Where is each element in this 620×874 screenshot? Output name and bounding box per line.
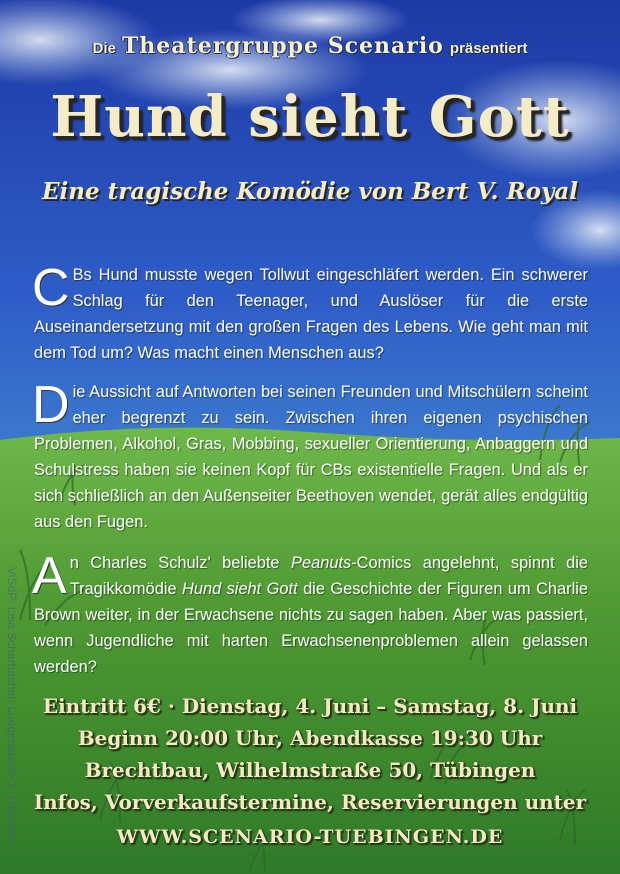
- paragraph-text: n Charles Schulz' beliebte: [69, 554, 292, 572]
- paragraph-italic: Peanuts: [291, 554, 352, 572]
- drop-cap: D: [32, 376, 70, 434]
- play-subtitle: Eine tragische Komödie von Bert V. Royal: [42, 178, 578, 205]
- info-dates: Eintritt 6€ · Dienstag, 4. Juni – Samstag, 8. Juni: [42, 694, 578, 718]
- drop-cap: C: [32, 259, 70, 317]
- description-paragraph-3: [32, 547, 589, 680]
- presenter-prefix: Die: [92, 40, 116, 57]
- play-title: Hund sieht Gott: [50, 84, 570, 150]
- group-name: Theatergruppe Scenario: [121, 33, 444, 59]
- drop-cap: A: [32, 547, 67, 605]
- paragraph-text: ie Aussicht auf Antworten bei seinen Freunden und Mitschülern scheint eher begrenzt zu sein. Zwischen ihren eigenen psychischen Problemen, Alkohol, Gras, Mobbing, sexueller Orientierung, Anbaggern und Schulstress haben sie keinen Kopf für CBs existentielle Fragen. Und als er sich schließlich an den Außenseiter Beethoven wendet, gerät alles endgültig aus den Fugen.: [34, 383, 588, 531]
- paragraph-text: Bs Hund musste wegen Tollwut eingeschläfert werden. Ein schwerer Schlag für den Teenager, und Auslöser für die erste Auseinandersetzung mit den großen Fragen des Lebens. Wie geht man mit dem Tod um? Was macht einen Menschen aus?: [34, 266, 588, 362]
- paragraph-text: -Comics angelehnt, spinnt die Tragikkomödie: [69, 554, 588, 598]
- paragraph-italic: Hund sieht Gott: [182, 580, 298, 598]
- presenter-line: [0, 33, 620, 59]
- info-venue: Brechtbau, Wilhelmstraße 50, Tübingen: [84, 758, 536, 782]
- credit-visdp: ViSdP: Lisa Scharbacher, Ludgerstraße 3, Tübingen: [5, 567, 19, 845]
- description-paragraph-1: [32, 259, 588, 366]
- presenter-suffix: präsentiert: [449, 40, 528, 57]
- website-link[interactable]: WWW.SCENARIO-TUEBINGEN.DE: [116, 826, 504, 848]
- description-paragraph-2: [32, 376, 588, 535]
- paragraph-text: die Geschichte der Figuren um Charlie Brown weiter, in der Erwachsene nichts zu sagen haben. Aber was passiert, wenn Jugendliche mit harten Erwachsenenproblemen allein gelassen werden?: [34, 580, 589, 676]
- info-reservations: Infos, Vorverkaufstermine, Reservierungen unter: [33, 790, 587, 814]
- info-times: Beginn 20:00 Uhr, Abendkasse 19:30 Uhr: [77, 726, 543, 750]
